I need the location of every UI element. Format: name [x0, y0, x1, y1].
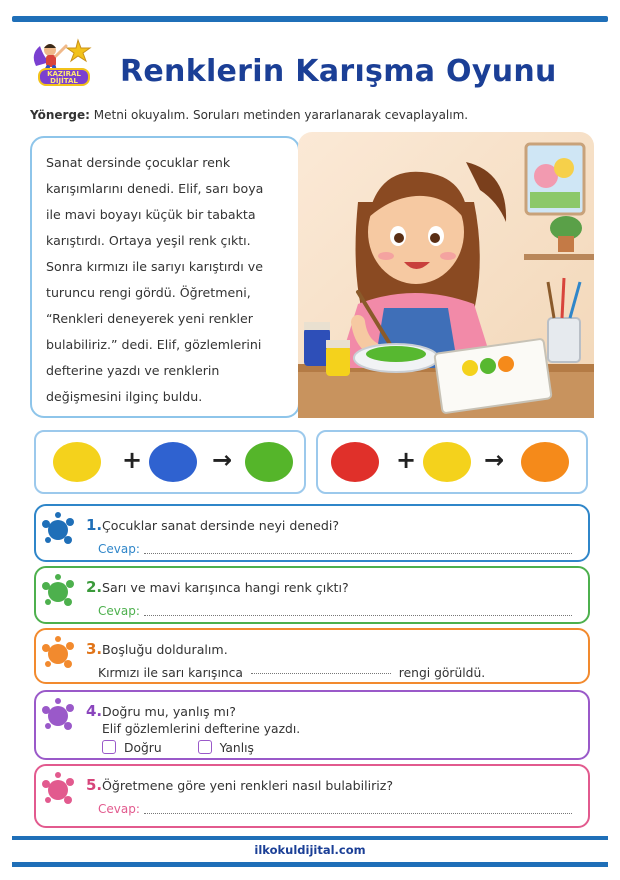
blue-paint-blob [148, 440, 198, 484]
answer-label: Cevap: [98, 604, 140, 618]
question-2 [34, 566, 590, 624]
fill-before: Kırmızı ile sarı karışınca [98, 666, 243, 680]
option-false-label: Yanlış [219, 741, 254, 755]
question-text: Çocuklar sanat dersinde neyi denedi? [102, 518, 340, 533]
fill-in-sentence [98, 666, 485, 680]
story-line: turuncu rengi gördü. Öğretmeni, [46, 285, 251, 300]
plus-sign: + [396, 446, 417, 474]
red-paint-blob [330, 440, 380, 484]
question-number: 2. [86, 578, 103, 596]
pink-splat-icon [40, 772, 76, 808]
statement-text: Elif gözlemlerini defterine yazdı. [102, 722, 301, 736]
girl-painting-illustration [298, 132, 594, 418]
plus-sign: + [122, 446, 143, 474]
answer-line[interactable] [144, 813, 572, 814]
story-line: karıştırdı. Ortaya yeşil renk çıktı. [46, 233, 251, 248]
question-text: Doğru mu, yanlış mı? [102, 704, 236, 719]
question-number: 4. [86, 702, 103, 720]
question-text: Öğretmene göre yeni renkleri nasıl bulabiliriz? [102, 778, 394, 793]
story-line: “Renkleri deneyerek yeni renkler [46, 311, 253, 326]
story-line: değişmesini ilginç buldu. [46, 389, 203, 404]
footer-bar-top [12, 836, 608, 840]
logo-text [38, 68, 90, 86]
checkbox-true[interactable] [102, 740, 116, 754]
story-line: defterine yazdı ve renklerin [46, 363, 220, 378]
option-true-label: Doğru [124, 741, 162, 755]
question-text: Boşluğu dolduralım. [102, 642, 228, 657]
orange-paint-blob [520, 440, 570, 484]
arrow-icon: → [484, 446, 505, 474]
question-text: Sarı ve mavi karışınca hangi renk çıktı? [102, 580, 349, 595]
blue-splat-icon [40, 512, 76, 548]
story-text [46, 150, 288, 410]
green-paint-blob [244, 440, 294, 484]
answer-line[interactable] [144, 615, 572, 616]
orange-splat-icon [40, 636, 76, 672]
footer-url[interactable]: ilkokuldijital.com [254, 843, 366, 857]
footer-bar-bottom [12, 862, 608, 867]
question-number: 1. [86, 516, 103, 534]
logo-text-line1: KAZIRAL [47, 70, 81, 78]
question-3 [34, 628, 590, 684]
question-4 [34, 690, 590, 760]
story-line: karışımlarını denedi. Elif, sarı boya [46, 181, 264, 196]
story-line: Sonra kırmızı ile sarıyı karıştırdı ve [46, 259, 263, 274]
page-title: Renklerin Karışma Oyunu [120, 54, 557, 89]
true-false-options [102, 740, 286, 755]
yellow-paint-blob [422, 440, 472, 484]
mix-equation-yellow-blue [34, 430, 306, 494]
fill-after: rengi görüldü. [398, 666, 486, 680]
arrow-icon: → [212, 446, 233, 474]
question-number: 5. [86, 776, 103, 794]
logo-text-line2: DİJİTAL [50, 77, 78, 85]
answer-line[interactable] [144, 553, 572, 554]
answer-label: Cevap: [98, 542, 140, 556]
question-number: 3. [86, 640, 103, 658]
story-box [30, 136, 300, 418]
checkbox-false[interactable] [198, 740, 212, 754]
question-5 [34, 764, 590, 828]
fill-blank[interactable] [251, 673, 391, 674]
directive [30, 108, 468, 122]
answer-label: Cevap: [98, 802, 140, 816]
story-line: Sanat dersinde çocuklar renk [46, 155, 231, 170]
story-line: bulabiliriz.” dedi. Elif, gözlemlerini [46, 337, 262, 352]
question-1 [34, 504, 590, 562]
yellow-paint-blob [52, 440, 102, 484]
story-line: ile mavi boyayı küçük bir tabakta [46, 207, 256, 222]
directive-text: Metni okuyalım. Soruları metinden yararlanarak cevaplayalım. [93, 108, 469, 122]
green-splat-icon [40, 574, 76, 610]
top-border-bar [12, 16, 608, 22]
directive-label: Yönerge: [30, 108, 90, 122]
option-true[interactable] [102, 740, 162, 755]
purple-splat-icon [40, 698, 76, 734]
mix-equation-red-yellow [316, 430, 588, 494]
option-false[interactable] [198, 740, 254, 755]
